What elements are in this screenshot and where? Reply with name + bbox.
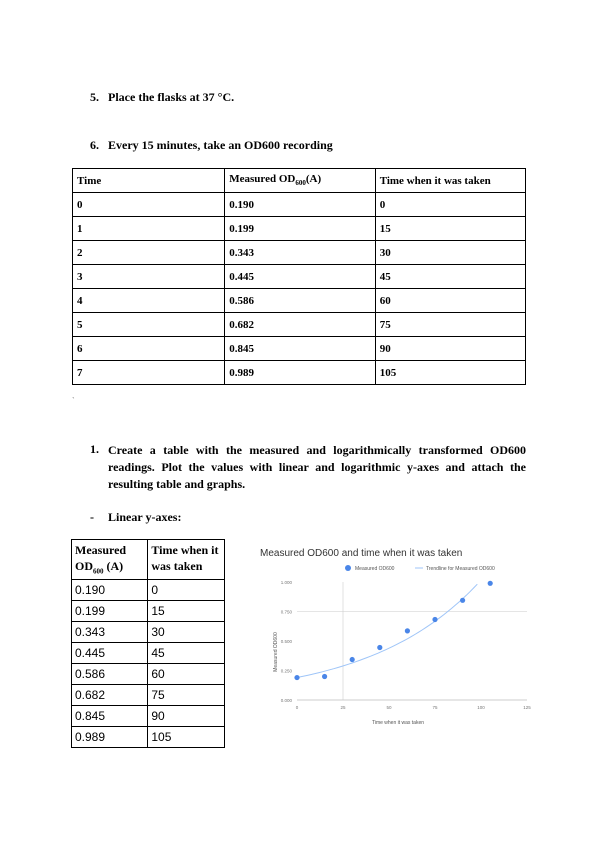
stray-mark: ` bbox=[72, 396, 75, 405]
table-cell: 0.190 bbox=[72, 580, 148, 601]
header-time-taken: Time when it was taken bbox=[375, 169, 525, 193]
table-cell: 45 bbox=[375, 265, 525, 289]
data-point bbox=[322, 674, 327, 679]
table-row bbox=[72, 601, 225, 622]
table-cell: 0.682 bbox=[72, 685, 148, 706]
question-number: 1. bbox=[90, 442, 99, 456]
table-row bbox=[73, 313, 526, 337]
table-row bbox=[73, 193, 526, 217]
table-cell: 75 bbox=[148, 685, 225, 706]
table-cell: 0 bbox=[148, 580, 225, 601]
y-axis-label: Measured OD600 bbox=[273, 632, 279, 672]
table-row bbox=[72, 685, 225, 706]
table-cell: 0.845 bbox=[72, 706, 148, 727]
table-cell: 0 bbox=[375, 193, 525, 217]
table-cell: 15 bbox=[375, 217, 525, 241]
step-6-number: 6. bbox=[90, 138, 99, 152]
od600-scatter-chart bbox=[255, 542, 555, 732]
table-cell: 2 bbox=[73, 241, 225, 265]
table-row bbox=[72, 643, 225, 664]
step-5 bbox=[90, 90, 234, 105]
table-cell: 30 bbox=[148, 622, 225, 643]
step-6 bbox=[90, 138, 333, 153]
data-point bbox=[377, 645, 382, 650]
table-cell: 30 bbox=[375, 241, 525, 265]
table-cell: 0.343 bbox=[72, 622, 148, 643]
x-tick-label: 0 bbox=[295, 705, 299, 710]
table-cell: 0.199 bbox=[72, 601, 148, 622]
step-5-number: 5. bbox=[90, 90, 99, 104]
table-cell: 0 bbox=[73, 193, 225, 217]
x-tick-label: 50 bbox=[386, 705, 392, 710]
data-point bbox=[460, 598, 465, 603]
table-cell: 0.845 bbox=[225, 337, 375, 361]
table-cell: 0.989 bbox=[225, 361, 375, 385]
table-cell: 0.586 bbox=[72, 664, 148, 685]
data-point bbox=[350, 657, 355, 662]
x-tick-label: 100 bbox=[477, 705, 485, 710]
table-cell: 0.989 bbox=[72, 727, 148, 748]
table-cell: 60 bbox=[148, 664, 225, 685]
y-tick-label: 0.500 bbox=[280, 639, 292, 644]
header-measured-od: Measured $OD_{600}(A)$ bbox=[225, 169, 375, 193]
linear-axes-heading: Linear y-axes: bbox=[108, 510, 182, 524]
table-cell: 0.199 bbox=[225, 217, 375, 241]
legend-label-trend: Trendline for Measured OD600 bbox=[426, 566, 495, 572]
data-point bbox=[294, 675, 299, 680]
linear-data-table bbox=[71, 539, 225, 748]
table-row bbox=[73, 241, 526, 265]
table-cell: 105 bbox=[375, 361, 525, 385]
table-cell: 7 bbox=[73, 361, 225, 385]
table-cell: 45 bbox=[148, 643, 225, 664]
y-tick-label: 1.000 bbox=[280, 580, 292, 585]
table-row bbox=[72, 727, 225, 748]
x-tick-label: 25 bbox=[340, 705, 346, 710]
table-row bbox=[72, 664, 225, 685]
table-cell: 0.190 bbox=[225, 193, 375, 217]
table-cell: 4 bbox=[73, 289, 225, 313]
header-measured-od: Measured $OD_{600}$ (A) bbox=[72, 540, 148, 580]
table-header-row bbox=[73, 169, 526, 193]
table-cell: 0.445 bbox=[72, 643, 148, 664]
data-point bbox=[432, 617, 437, 622]
question-text: Create a table with the measured and logarithmically transformed OD600 readings. Plot the values with linear and logarithmic y-axes and attach the resulting table and graphs. bbox=[108, 443, 526, 491]
table-cell: 90 bbox=[375, 337, 525, 361]
trendline bbox=[297, 584, 477, 677]
table-header-row bbox=[72, 540, 225, 580]
step-5-text: Place the flasks at 37 °C. bbox=[108, 90, 235, 104]
table-cell: 75 bbox=[375, 313, 525, 337]
bullet-dash: - bbox=[90, 510, 94, 524]
table-cell: 0.343 bbox=[225, 241, 375, 265]
legend-label-points: Measured OD600 bbox=[355, 566, 395, 572]
step-6-text: Every 15 minutes, take an OD600 recording bbox=[108, 138, 333, 152]
table-cell: 60 bbox=[375, 289, 525, 313]
x-axis-label: Time when it was taken bbox=[371, 720, 425, 726]
data-point bbox=[488, 581, 493, 586]
table-cell: 6 bbox=[73, 337, 225, 361]
od600-recording-table bbox=[72, 168, 526, 385]
chart-title: Measured OD600 and time when it was taken bbox=[260, 548, 463, 559]
table-cell: 3 bbox=[73, 265, 225, 289]
table-cell: 90 bbox=[148, 706, 225, 727]
y-tick-label: 0.750 bbox=[280, 609, 292, 615]
legend-marker-points bbox=[345, 565, 351, 571]
table-cell: 105 bbox=[148, 727, 225, 748]
data-point bbox=[405, 628, 410, 633]
table-row bbox=[73, 337, 526, 361]
y-tick-label: 0.250 bbox=[280, 668, 292, 674]
table-cell: 0.682 bbox=[225, 313, 375, 337]
table-row bbox=[72, 622, 225, 643]
table-cell: 1 bbox=[73, 217, 225, 241]
table-cell: 15 bbox=[148, 601, 225, 622]
header-time-taken: Time when it was taken bbox=[148, 540, 225, 580]
table-row bbox=[73, 289, 526, 313]
table-row bbox=[73, 217, 526, 241]
table-cell: 0.586 bbox=[225, 289, 375, 313]
header-time: Time bbox=[73, 169, 225, 193]
table-row bbox=[72, 706, 225, 727]
table-row bbox=[73, 265, 526, 289]
x-tick-label: 125 bbox=[523, 705, 531, 710]
table-row bbox=[73, 361, 526, 385]
table-cell: 0.445 bbox=[225, 265, 375, 289]
table-row bbox=[72, 580, 225, 601]
y-tick-label: 0.000 bbox=[280, 698, 292, 703]
table-cell: 5 bbox=[73, 313, 225, 337]
x-tick-label: 75 bbox=[432, 705, 438, 710]
